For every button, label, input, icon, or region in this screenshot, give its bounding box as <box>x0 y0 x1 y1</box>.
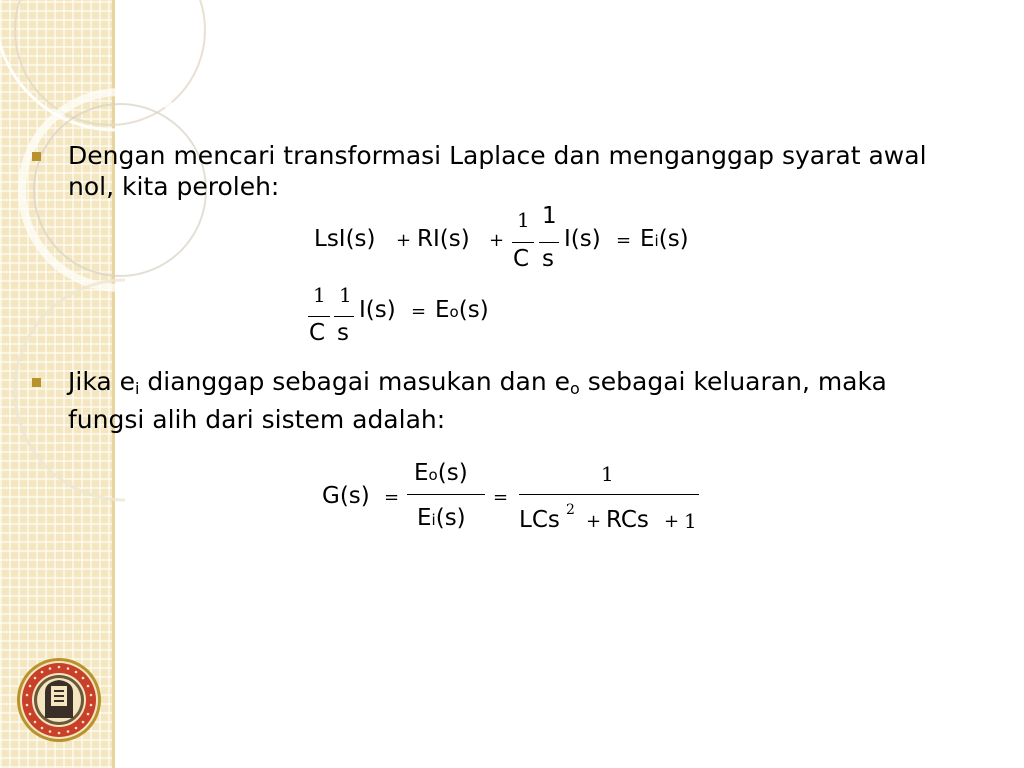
bullet-text: Jika $e_i$ dianggap sebagai masukan dan $e_o$ sebagai keluaran, maka fungsi alih dari sistem adalah: <box>68 367 887 434</box>
eq3-den2-lcs: LCs <box>519 507 560 533</box>
eq3-den2-one: 1 <box>684 509 697 533</box>
eq2-frac1-den: C <box>309 320 326 346</box>
eq3-den1: Ei(s) <box>417 505 466 531</box>
eq1-equals: = <box>616 230 632 251</box>
eq2-frac2-num: 1 <box>339 283 352 307</box>
eq3-den2-plus: + <box>586 511 602 532</box>
eq3-lhs: G(s) <box>322 483 370 509</box>
eq1-plus-2: + <box>489 230 505 251</box>
eq1-term-ri: RI(s) <box>417 226 470 252</box>
eq2-frac1-bar <box>308 316 330 317</box>
eq1-term-ei: Ei(s) <box>640 226 689 252</box>
eq2-equals: = <box>411 301 427 322</box>
eq2-frac1-num: 1 <box>313 283 326 307</box>
eq1-plus: + <box>396 230 412 251</box>
bullet-text: Dengan mencari transformasi Laplace dan menganggap syarat awal nol, kita peroleh: <box>68 141 927 201</box>
eq1-frac2-num: 1 <box>542 203 557 229</box>
bullet-item-laplace <box>28 140 958 202</box>
eq2-frac2-bar <box>334 316 354 317</box>
bullet-square-icon <box>32 378 41 387</box>
eq2-term-i: I(s) <box>359 297 396 323</box>
eq3-num2: 1 <box>601 462 614 486</box>
institution-seal-icon <box>15 656 103 744</box>
eq1-frac1-den: C <box>513 246 530 272</box>
eq1-frac2-bar <box>539 242 559 243</box>
eq3-equals-1: = <box>384 487 400 508</box>
eq2-frac2-den: s <box>337 320 349 346</box>
eq1-frac2-den: s <box>542 246 554 272</box>
eq3-frac2-bar <box>519 494 699 495</box>
eq3-den2-rcs: RCs <box>606 507 649 533</box>
eq1-term-i: I(s) <box>564 226 601 252</box>
eq1-frac1-bar <box>512 242 534 243</box>
bullet-item-transfer-function <box>28 366 958 435</box>
eq3-equals-2: = <box>493 487 509 508</box>
eq1-term-lsi: LsI(s) <box>314 226 376 252</box>
eq3-den2-exponent: 2 <box>566 502 575 518</box>
bullet-square-icon <box>32 152 41 161</box>
eq2-term-eo: Eo(s) <box>435 297 489 323</box>
eq3-frac1-bar <box>407 494 485 495</box>
eq1-frac1-num: 1 <box>517 208 530 232</box>
eq3-den2-plus-2: + <box>664 511 680 532</box>
eq3-num1: Eo(s) <box>414 460 468 486</box>
